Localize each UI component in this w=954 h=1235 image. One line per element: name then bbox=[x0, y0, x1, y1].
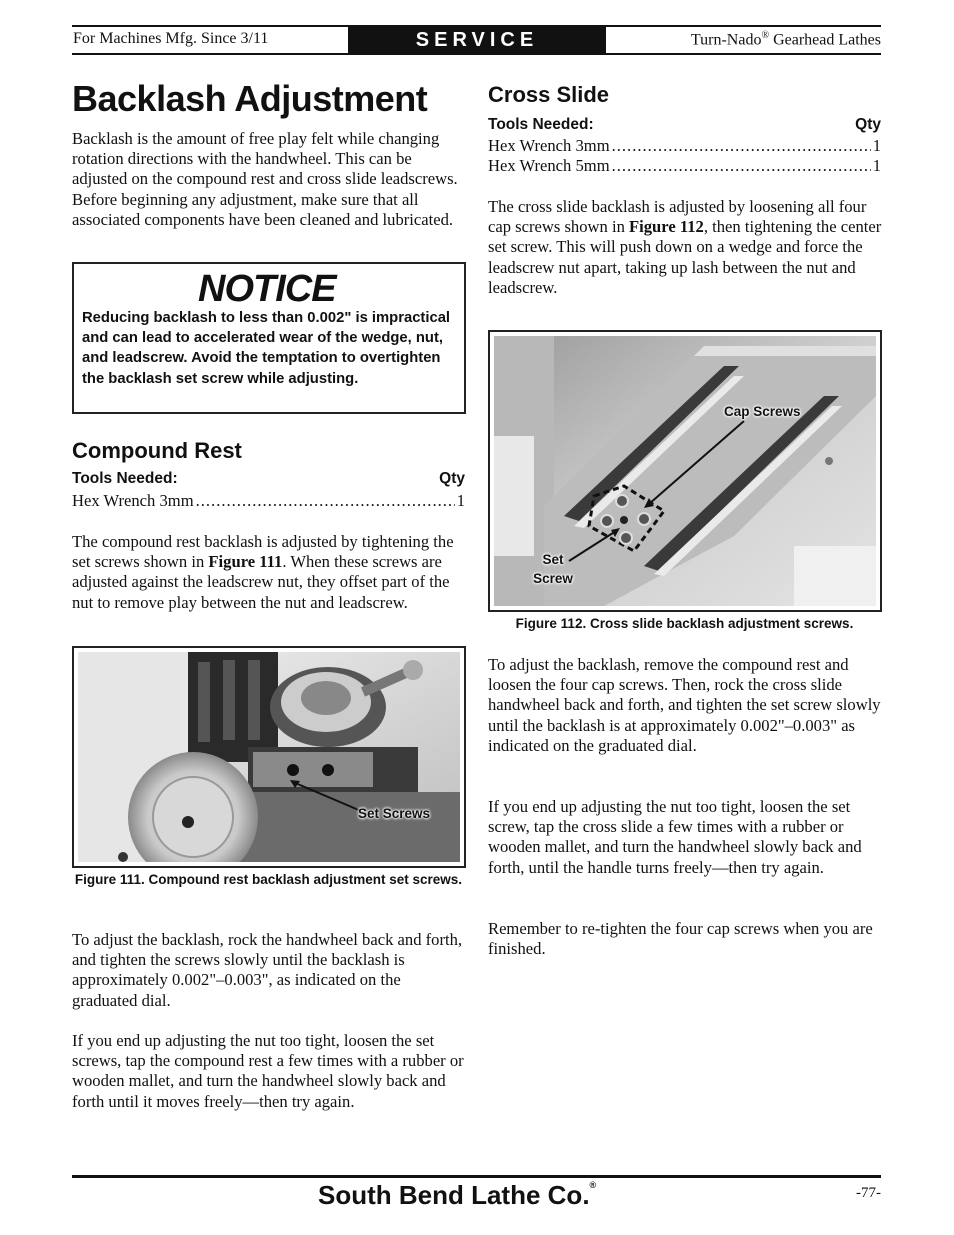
figure-112 bbox=[488, 330, 882, 612]
leader-dots bbox=[612, 136, 871, 156]
cross-slide-heading: Cross Slide bbox=[488, 82, 610, 107]
page-title: Backlash Adjustment bbox=[72, 78, 428, 119]
tool-qty: 1 bbox=[456, 491, 465, 510]
page-number: -77- bbox=[856, 1185, 881, 1201]
cross-paragraph-3: If you end up adjusting the nut too tight, loosen the set screw, tap the cross slide a few times with a rubber or wooden mallet, and turn the handwheel slowly back and forth, until the handle turns freely—then try again. bbox=[488, 797, 862, 877]
header-product-name: Turn-Nado® Gearhead Lathes bbox=[690, 30, 881, 49]
notice-box bbox=[72, 262, 466, 414]
tool-row bbox=[488, 136, 881, 156]
tool-name: Hex Wrench 3mm bbox=[72, 491, 194, 510]
header-section-tab: SERVICE bbox=[348, 27, 606, 53]
compound-tools-header bbox=[72, 470, 465, 488]
notice-text: Reducing backlash to less than 0.002" is impractical and can lead to accelerated wear of the wedge, nut, and leadscrew. Avoid the temptation to overtighten the backlash set screw while adjusting. bbox=[82, 310, 451, 387]
leader-dots bbox=[196, 491, 455, 511]
footer-rule bbox=[72, 1175, 881, 1178]
tool-row bbox=[72, 491, 465, 511]
qty-label: Qty bbox=[439, 470, 465, 487]
set-screws-callout: Set Screws bbox=[358, 806, 431, 821]
leader-dots bbox=[612, 156, 871, 176]
header-machines-note: For Machines Mfg. Since 3/11 bbox=[73, 30, 269, 47]
intro-paragraph: Backlash is the amount of free play felt while changing rotation directions with the handwheel. This can be adjusted on the compound rest and cross slide leadscrews. Before beginning any adjustment, make sure that all associated components have been cleaned and lubricated. bbox=[72, 129, 458, 229]
notice-title: NOTICE bbox=[198, 268, 336, 310]
tool-row bbox=[488, 156, 881, 176]
figure-111-caption: Figure 111. Compound rest backlash adjustment set screws. bbox=[74, 872, 463, 887]
cross-paragraph-2: To adjust the backlash, remove the compound rest and loosen the four cap screws. Then, rock the cross slide handwheel back and forth, and tighten the set screw slowly until the backlash is at approximately 0.002"–0.003" as indicated on the graduated dial. bbox=[488, 655, 881, 755]
figure-112-caption: Figure 112. Cross slide backlash adjustment screws. bbox=[515, 616, 854, 631]
tool-name: Hex Wrench 3mm bbox=[488, 136, 610, 155]
tool-name: Hex Wrench 5mm bbox=[488, 156, 610, 175]
brand-logo: South Bend Lathe Co.® bbox=[318, 1180, 597, 1210]
qty-label: Qty bbox=[855, 116, 881, 133]
tools-needed-label: Tools Needed: bbox=[72, 470, 178, 487]
cross-tools-header bbox=[488, 116, 881, 134]
tools-needed-label: Tools Needed: bbox=[488, 116, 594, 133]
header-rule-bottom bbox=[72, 53, 881, 55]
compound-paragraph-2: To adjust the backlash, rock the handwheel back and forth, and tighten the screws slowly until the backlash is approximately 0.002"–0.003", as indicated on the graduated dial. bbox=[72, 930, 463, 1010]
cross-paragraph-1: The cross slide backlash is adjusted by loosening all four cap screws shown in Figure 112, then tightening the center set screw. This will push down on a wedge and force the leadscrew nut apart, taking up lash between the nut and leadscrew. bbox=[488, 197, 882, 297]
compound-rest-photo bbox=[78, 652, 460, 862]
compound-paragraph-3: If you end up adjusting the nut too tight, loosen the set screws, tap the compound rest a few times with a rubber or wooden mallet, and turn the handwheel slowly back and forth until it moves freely—then try again. bbox=[72, 1031, 464, 1111]
cross-paragraph-4: Remember to re-tighten the four cap screws when you are finished. bbox=[488, 919, 873, 959]
compound-rest-heading: Compound Rest bbox=[72, 438, 242, 463]
tool-qty: 1 bbox=[872, 156, 881, 175]
compound-paragraph-1: The compound rest backlash is adjusted by tightening the set screws shown in Figure 111. When these screws are adjusted against the leadscrew nut, they offset part of the nut to remove play between the nut and leadscrew. bbox=[72, 532, 454, 612]
set-screw-callout: Set Screw bbox=[533, 552, 573, 586]
figure-111 bbox=[72, 646, 466, 868]
tool-qty: 1 bbox=[872, 136, 881, 155]
cap-screws-callout: Cap Screws bbox=[724, 404, 801, 419]
